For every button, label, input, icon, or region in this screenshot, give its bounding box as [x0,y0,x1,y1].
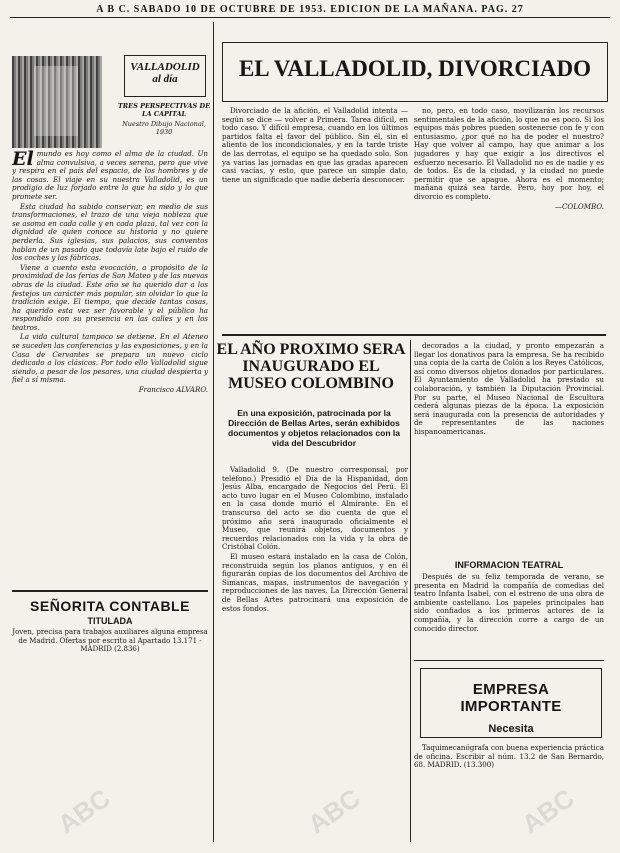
ad-empresa [420,668,602,738]
main-article-signature: —COLOMBO. [554,201,604,211]
column-paragraph: La vida cultural tampoco se detiene. En el Ateneo se suceden las conferencias y las exposiciones, y en la Casa de Cervantes se prepara un nuevo ciclo dedicado a los clásicos. Por todo ello Valladolid sigue siendo, a pesar de los pesares, una ciudad despierta y fiel a sí misma. [12,332,208,385]
header-rule [10,17,610,18]
ad-divider [12,590,208,592]
museum-subhead: En una exposición, patrocinada por la Dirección de Bellas Artes, serán exhibidos documentos y objetos relacionados con la vida del Descubridor [228,408,400,448]
theater-text: Después de su feliz temporada de verano, se presenta en Madrid la compañía de comedias del teatro Infanta Isabel, con el estreno de una obra de ambiente castellano. Los papeles principales han sido confiados a los primeros actores de la compañía, y la dirección corre a cargo de un conocido director. [414,573,604,633]
theater-section [414,573,604,653]
ad-title: EMPRESA IMPORTANTE [460,681,562,715]
valladolid-column [12,150,208,580]
ad-empresa-body [414,744,604,784]
main-article-text: Divorciado de la afición, el Valladolid intenta — según se dice — volver a Primera. Tarea difícil, en todo caso. Y difícil empresa, cuando en los últimos partidos falta el favor del público. Sin él, sin el aliento de los incondicionales, y en la tarde triste de las derrotas, el equipo se ha quedado solo. Son ya varias las jornadas en que las gradas aparecen casi vacías, y esto, que parece un simple dato, tiene un significado que nadie debería desconocer. [222,107,408,184]
column-intro: El mundo es hoy como el alma de la ciudad. Un alma convulsiva, a veces serena, pero que vive y respira en el país del espacio, de los hombres y de las cosas. El viaje en su nuestra Valladolid, es un prodigio de luz forjado entre lo que ha sido y lo que promete ser. [12,150,208,201]
theater-title: INFORMACION TEATRAL [454,560,564,570]
column-signature: Francisco ALVARO. [138,385,208,395]
museum-article-col1 [222,466,408,842]
watermark: ABC [516,782,580,840]
ad-body: Joven, precisa para trabajos auxiliares alguna empresa de Madrid. Ofertas por escrito al Apartado 13.171 - MADRID (2.836) [12,628,208,653]
section-title-line1: VALLADOLID [130,61,200,73]
ad-subtitle: Necesita [488,723,534,735]
section-box [124,55,206,97]
museum-article-col2 [414,342,604,556]
column-paragraph: Viene a cuento esta evocación, a propósito de la proximidad de las ferias de San Mateo y de las nuevas obras de la ciudad. Este año se ha querido dar a los festejos un carácter más popular, sin olvidar lo que la tradición exige. El tiempo, que decide tantas cosas, ha querido esta vez ser favorable y el público ha respondido con su presencia en las calles y en los teatros. [12,262,208,332]
column-divider [410,340,411,842]
museum-headline: EL AÑO PROXIMO SERA INAUGURADO EL MUSEO COLOMBINO [216,341,406,392]
picture-caption: TRES PERSPECTIVAS DE LA CAPITAL [117,102,211,118]
city-illustration [12,56,102,148]
column-divider [213,22,214,842]
museum-article-text: Valladolid 9. (De nuestro corresponsal, por teléfono.) Presidió el Día de la Hispanidad, don Jesús Alba, encargado de Negocios del Perú. El acto tuvo lugar en el Museo Colombino, instalado en la casa donde murió el Almirante. En el transcurso del acto se dio cuenta de que el próximo año será inaugurado oficialmente el Museo, que reunirá objetos, documentos y recuerdos relacionados con la vida y la obra de Cristóbal Colón. [222,466,408,552]
article-divider [222,334,606,336]
ad-divider [414,660,604,661]
museum-article-text: decorados a la ciudad, y pronto empezarán a llegar los donativos para la empresa. Se ha recibido una copia de la carta de Colón a los Reyes Católicos, así como diversos objetos donados por particulares. El Ayuntamiento de Valladolid ha prestado su colaboración, y también la Diputación Provincial. Por su parte, el Museo Nacional de Escultura cederá algunas piezas de la época. La exposición será inaugurada con la presencia de autoridades y de representantes de las naciones hispanoamericanas. [414,342,604,436]
main-headline-box [222,42,608,102]
column-paragraph: Esta ciudad ha sabido conservar, en medio de sus transformaciones, el trazo de una vieja nobleza que se asoma en cada calle y en cada plaza, tal vez con la dignidad de quien conoce su historia y no quiere perderla. Sus iglesias, sus palacios, sus conventos hablan de un pasado que todavía late bajo el ruido de los coches y las fábricas. [12,201,208,263]
ad-title: SEÑORITA CONTABLE [30,598,190,614]
ad-subtitle: TITULADA [87,616,133,626]
ad-body: Taquimecanógrafa con buena experiencia práctica de oficina. Escribir al núm. 13.2 de San Bernardo, 68. MADRID. (13.300) [414,744,604,770]
main-article-col1 [222,107,408,327]
main-headline: EL VALLADOLID, DIVORCIADO [238,56,592,81]
main-article-col2 [414,107,604,319]
museum-article-text: El museo estará instalado en la casa de Colón, reconstruida según los planos antiguos, y en él figurarán copias de los documentos del Archivo de Simancas, mapas, instrumentos de navegación y reproducciones de las naves. La Dirección General de Bellas Artes patrocinará una exposición de estos fondos. [222,551,408,613]
main-article-text: no, pero, en todo caso, movilizarán los recursos sentimentales de la afición, lo que no es poco. Si los equipos más pobres pueden sostenerse con fe y con entusiasmo, ¿por qué no ha de poder el nuestro? Hay que volver al campo, hay que animar a los jugadores y hay que exigir a los directivos el esfuerzo necesario. El Valladolid no es de nadie y es de todos. Es de la ciudad, y la ciudad no puede permitir que se apague. Ahora es el momento; mañana quizá sea tarde. Pero, hoy por hoy, el divorcio es completo. [414,107,604,201]
watermark: ABC [52,782,116,840]
ad-contable [12,598,208,654]
watermark: ABC [302,782,366,840]
page-header: A B C. SABADO 10 DE OCTUBRE DE 1953. EDICION DE LA MAÑANA. PAG. 27 [96,4,524,15]
picture-credit: Nuestro Dibujo Nacional, 1930 [122,120,206,136]
section-title-line2: al día [152,73,178,85]
